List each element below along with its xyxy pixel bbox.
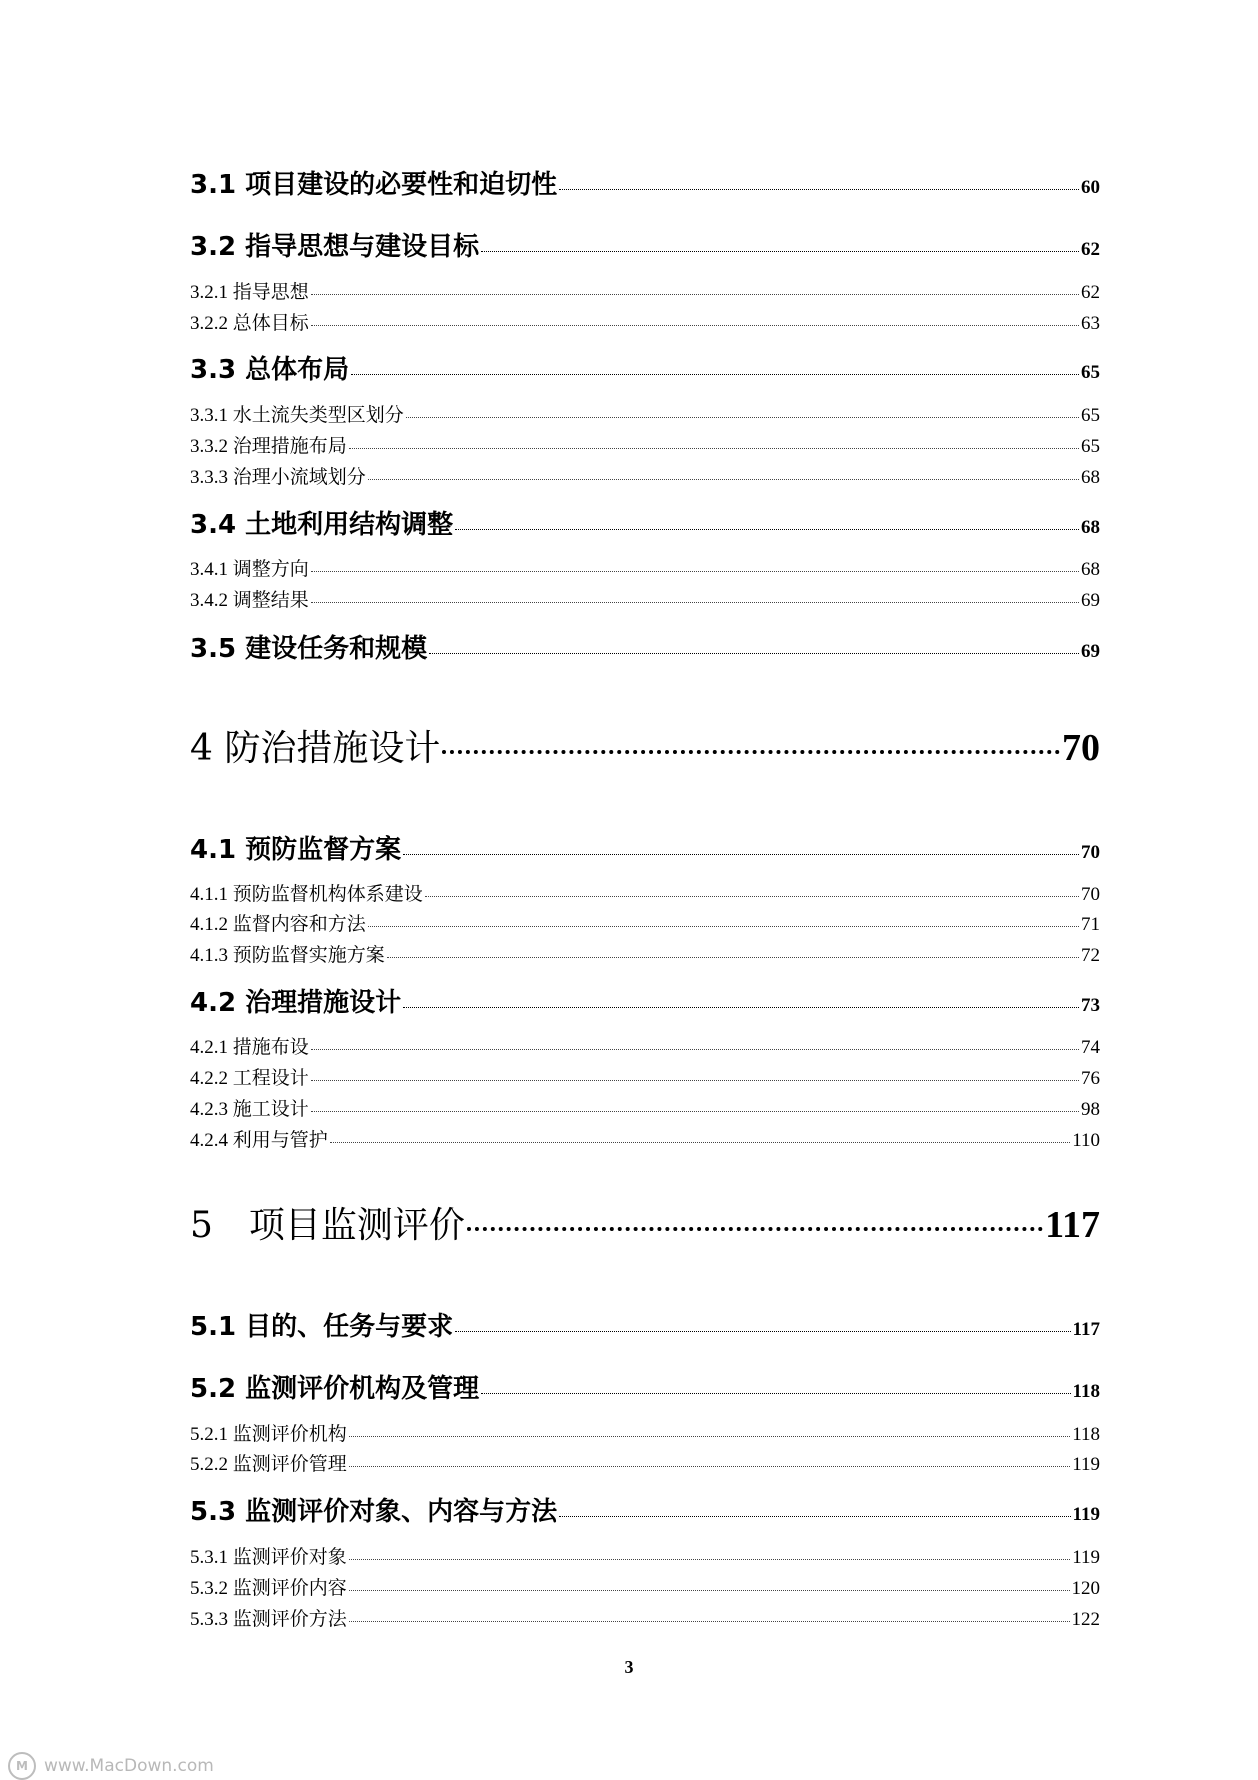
- dot-leader: [387, 957, 1079, 958]
- dot-leader: [311, 1049, 1079, 1050]
- toc-entry-page: 118: [1072, 1424, 1100, 1445]
- dot-leader: [349, 1466, 1070, 1467]
- toc-entry-label: 3.2.2 总体目标: [190, 313, 309, 334]
- toc-entry-page: 70: [1062, 727, 1100, 769]
- toc-entry-page: 120: [1071, 1578, 1100, 1599]
- toc-entry-5-2-1[interactable]: [190, 1419, 1100, 1446]
- toc-entry-label: 3.3 总体布局: [190, 355, 350, 385]
- toc-chapter-5[interactable]: [190, 1197, 1100, 1248]
- toc-entry-page: 119: [1072, 1454, 1100, 1475]
- toc-entry-page: 69: [1081, 590, 1100, 611]
- toc-entry-page: 122: [1071, 1609, 1100, 1630]
- toc-entry-3-5[interactable]: [190, 628, 1100, 665]
- watermark: [8, 1752, 214, 1780]
- toc-entry-page: 69: [1081, 641, 1100, 662]
- toc-entry-label: 4.1.1 预防监督机构体系建设: [190, 884, 423, 905]
- dot-leader: [429, 653, 1079, 654]
- toc-entry-page: 98: [1081, 1099, 1100, 1120]
- toc-entry-page: 68: [1081, 559, 1100, 580]
- dot-leader: [330, 1142, 1070, 1143]
- toc-entry-label: 5.3.3 监测评价方法: [190, 1609, 347, 1630]
- toc-entry-5-3[interactable]: [190, 1491, 1100, 1528]
- toc-entry-page: 76: [1081, 1068, 1100, 1089]
- dot-leader: [481, 1393, 1070, 1394]
- toc-entry-page: 110: [1072, 1130, 1100, 1151]
- dot-leader: [455, 1331, 1070, 1332]
- toc-entry-label: 3.2 指导思想与建设目标: [190, 232, 480, 262]
- dot-leader: [311, 1080, 1079, 1081]
- dot-leader: [311, 325, 1079, 326]
- dot-leader: [368, 926, 1079, 927]
- toc-entry-page: 65: [1081, 362, 1100, 383]
- toc-entry-page: 68: [1081, 467, 1100, 488]
- toc-entry-label: 4.2.4 利用与管护: [190, 1130, 328, 1151]
- toc-entry-page: 119: [1072, 1504, 1100, 1525]
- toc-entry-label: 5.2 监测评价机构及管理: [190, 1374, 480, 1404]
- dot-leader: [311, 294, 1079, 295]
- toc-entry-label: 3.4.2 调整结果: [190, 590, 309, 611]
- toc-entry-page: 65: [1081, 405, 1100, 426]
- dot-leader: [349, 448, 1079, 449]
- toc-entry-4-1-2[interactable]: [190, 909, 1100, 936]
- toc-entry-label: 3.4 土地利用结构调整: [190, 510, 454, 540]
- toc-entry-4-1-3[interactable]: [190, 940, 1100, 967]
- toc-entry-page: 71: [1081, 914, 1100, 935]
- toc-entry-label: 4 防治措施设计: [190, 728, 441, 769]
- toc-entry-3-4-2[interactable]: [190, 585, 1100, 612]
- toc-entry-4-2-2[interactable]: [190, 1063, 1100, 1090]
- dot-leader: [467, 1227, 1043, 1231]
- toc-entry-4-2[interactable]: [190, 982, 1100, 1019]
- dot-leader: [349, 1559, 1070, 1560]
- dot-leader: [349, 1436, 1070, 1437]
- toc-entry-label: 3.3.1 水土流失类型区划分: [190, 405, 404, 426]
- page-number: 3: [624, 1657, 634, 1677]
- toc-entry-page: 68: [1081, 517, 1100, 538]
- toc-entry-page: 72: [1081, 945, 1100, 966]
- toc-entry-label: 3.2.1 指导思想: [190, 282, 309, 303]
- dot-leader: [311, 1111, 1079, 1112]
- toc-entry-3-2[interactable]: [190, 226, 1100, 263]
- toc-entry-label: 5.2.1 监测评价机构: [190, 1424, 347, 1445]
- toc-entry-label: 4.1.3 预防监督实施方案: [190, 945, 385, 966]
- toc-entry-page: 118: [1072, 1381, 1100, 1402]
- toc-entry-page: 70: [1081, 884, 1100, 905]
- toc-entry-4-2-3[interactable]: [190, 1094, 1100, 1121]
- toc-entry-label: 4.2 治理措施设计: [190, 988, 402, 1018]
- watermark-text: www.MacDown.com: [44, 1756, 214, 1776]
- toc-entry-page: 62: [1081, 239, 1100, 260]
- toc-entry-page: 73: [1081, 995, 1100, 1016]
- toc-entry-page: 60: [1081, 177, 1100, 198]
- toc-entry-5-3-1[interactable]: [190, 1542, 1100, 1569]
- toc-entry-label: 5 项目监测评价: [190, 1205, 465, 1246]
- toc-entry-label: 5.3.1 监测评价对象: [190, 1547, 347, 1568]
- toc-entry-page: 117: [1072, 1319, 1100, 1340]
- dot-leader: [349, 1590, 1070, 1591]
- dot-leader: [425, 896, 1079, 897]
- toc-entry-4-1-1[interactable]: [190, 879, 1100, 906]
- toc-entry-label: 4.2.3 施工设计: [190, 1099, 309, 1120]
- dot-leader: [403, 854, 1079, 855]
- toc-entry-5-3-3[interactable]: [190, 1604, 1100, 1631]
- macdown-logo-icon: M: [8, 1752, 36, 1780]
- toc-entry-label: 5.3.2 监测评价内容: [190, 1578, 347, 1599]
- toc-entry-5-2[interactable]: [190, 1368, 1100, 1405]
- dot-leader: [311, 602, 1079, 603]
- toc-entry-3-4-1[interactable]: [190, 554, 1100, 581]
- toc-entry-3-2-1[interactable]: [190, 277, 1100, 304]
- toc-chapter-4[interactable]: [190, 720, 1100, 771]
- toc-entry-4-2-4[interactable]: [190, 1125, 1100, 1152]
- toc-entry-page: 63: [1081, 313, 1100, 334]
- toc-entry-3-3[interactable]: [190, 349, 1100, 386]
- toc-entry-label: 3.1 项目建设的必要性和迫切性: [190, 170, 558, 200]
- dot-leader: [403, 1007, 1079, 1008]
- toc-entry-page: 70: [1081, 842, 1100, 863]
- dot-leader: [368, 479, 1079, 480]
- toc-entry-page: 62: [1081, 282, 1100, 303]
- toc-entry-3-4[interactable]: [190, 504, 1100, 541]
- toc-entry-label: 5.3 监测评价对象、内容与方法: [190, 1497, 558, 1527]
- dot-leader: [559, 1516, 1070, 1517]
- toc-entry-3-3-1[interactable]: [190, 400, 1100, 427]
- toc-entry-4-1[interactable]: [190, 829, 1100, 866]
- toc-entry-label: 4.1 预防监督方案: [190, 835, 402, 865]
- toc-entry-label: 5.2.2 监测评价管理: [190, 1454, 347, 1475]
- dot-leader: [349, 1621, 1070, 1622]
- toc-entry-label: 4.1.2 监督内容和方法: [190, 914, 366, 935]
- toc-entry-5-2-2[interactable]: [190, 1449, 1100, 1476]
- toc-entry-page: 74: [1081, 1037, 1100, 1058]
- dot-leader: [559, 189, 1079, 190]
- toc-entry-label: 4.2.1 措施布设: [190, 1037, 309, 1058]
- dot-leader: [481, 251, 1079, 252]
- toc-entry-3-3-3[interactable]: [190, 462, 1100, 489]
- toc-entry-page: 65: [1081, 436, 1100, 457]
- toc-entry-5-1[interactable]: [190, 1306, 1100, 1343]
- toc-entry-3-1[interactable]: [190, 164, 1100, 201]
- toc-entry-page: 117: [1045, 1204, 1100, 1246]
- dot-leader: [455, 529, 1079, 530]
- toc-entry-5-3-2[interactable]: [190, 1573, 1100, 1600]
- toc-entry-label: 3.3.3 治理小流域划分: [190, 467, 366, 488]
- toc-entry-label: 3.5 建设任务和规模: [190, 634, 428, 664]
- dot-leader: [406, 417, 1079, 418]
- toc-entry-3-2-2[interactable]: [190, 308, 1100, 335]
- dot-leader: [442, 750, 1060, 754]
- toc-entry-label: 5.1 目的、任务与要求: [190, 1312, 454, 1342]
- toc-entry-page: 119: [1072, 1547, 1100, 1568]
- toc-entry-label: 3.4.1 调整方向: [190, 559, 309, 580]
- toc-entry-label: 3.3.2 治理措施布局: [190, 436, 347, 457]
- dot-leader: [351, 374, 1079, 375]
- toc-entry-3-3-2[interactable]: [190, 431, 1100, 458]
- toc-entry-4-2-1[interactable]: [190, 1032, 1100, 1059]
- toc-entry-label: 4.2.2 工程设计: [190, 1068, 309, 1089]
- dot-leader: [311, 571, 1079, 572]
